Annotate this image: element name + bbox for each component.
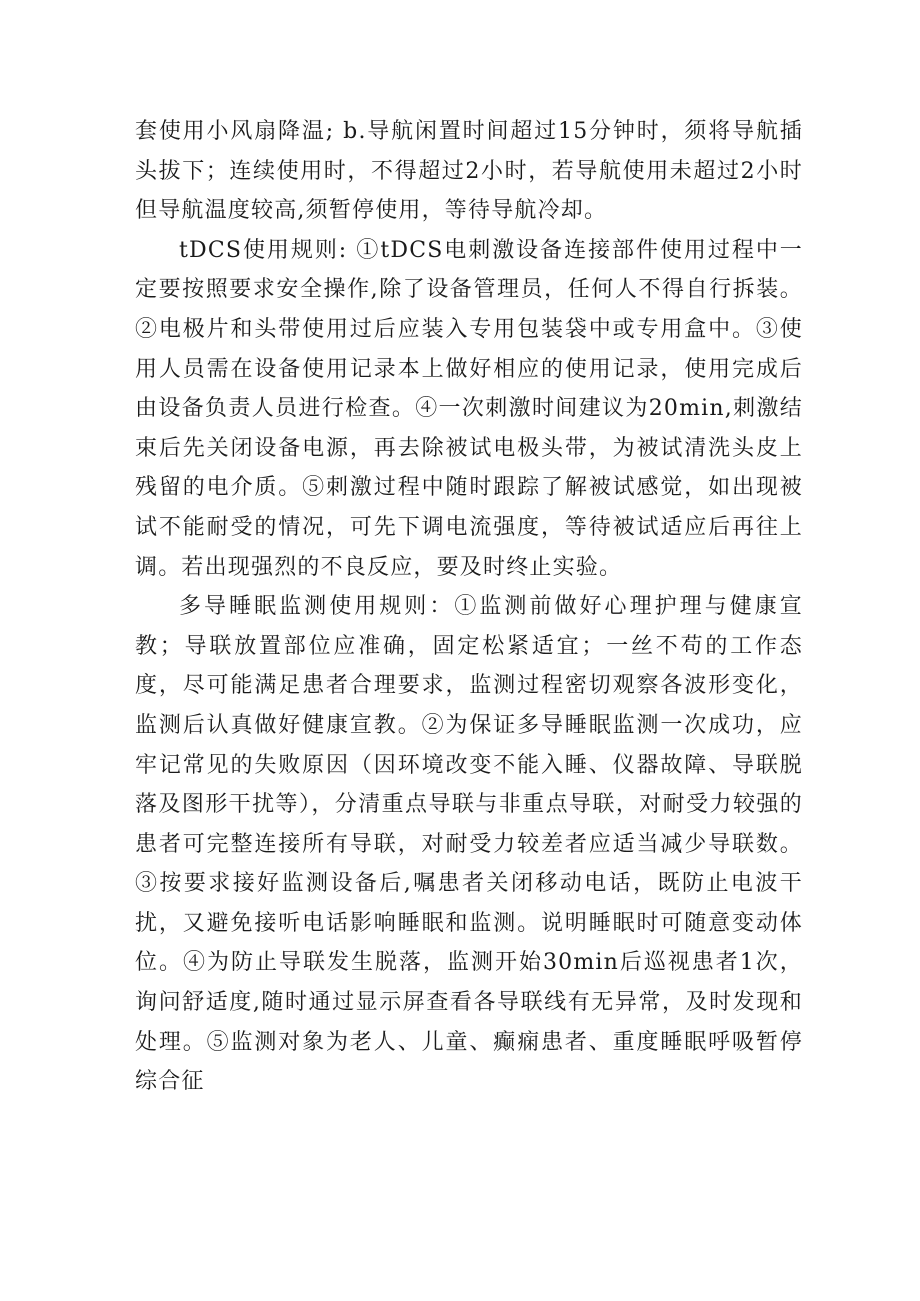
document-body (135, 112, 803, 1102)
paragraph-navigation-continued: 套使用小风扇降温; b.导航闲置时间超过15分钟时，须将导航插头拔下；连续使用时，不得超过2小时，若导航使用未超过2小时但导航温度较高,须暂停使用，等待导航冷却。 (135, 119, 803, 224)
paragraph-tdcs-rules: tDCS使用规则: ①tDCS电刺激设备连接部件使用过程中一定要按照要求安全操作,除了设备管理员，任何人不得自行拆装。②电极片和头带使用过后应装入专用包装袋中或专用盒中。③使用人员需在设备使用记录本上做好相应的使用记录，使用完成后由设备负责人员进行检查。④一次刺激时间建议为20min,刺激结束后先关闭设备电源，再去除被试电极头带，为被试清洗头皮上残留的电介质。⑤刺激过程中随时跟踪了解被试感觉，如出现被试不能耐受的情况，可先下调电流强度，等待被试适应后再往上调。若出现强烈的不良反应，要及时终止实验。 (135, 237, 803, 580)
paragraph-psg-rules: 多导睡眠监测使用规则：①监测前做好心理护理与健康宣教；导联放置部位应准确，固定松紧适宜；一丝不苟的工作态度，尽可能满足患者合理要求，监测过程密切观察各波形变化，监测后认真做好健康宣教。②为保证多导睡眠监测一次成功，应牢记常见的失败原因（因环境改变不能入睡、仪器故障、导联脱落及图形干扰等），分清重点导联与非重点导联，对耐受力较强的患者可完整连接所有导联，对耐受力较差者应适当减少导联数。③按要求接好监测设备后,嘱患者关闭移动电话，既防止电波干扰，又避免接听电话影响睡眠和监测。说明睡眠时可随意变动体位。④为防止导联发生脱落，监测开始30min后巡视患者1次，询问舒适度,随时通过显示屏查看各导联线有无异常，及时发现和处理。⑤监测对象为老人、儿童、癫痫患者、重度睡眠呼吸暂停综合征 (135, 594, 803, 1095)
